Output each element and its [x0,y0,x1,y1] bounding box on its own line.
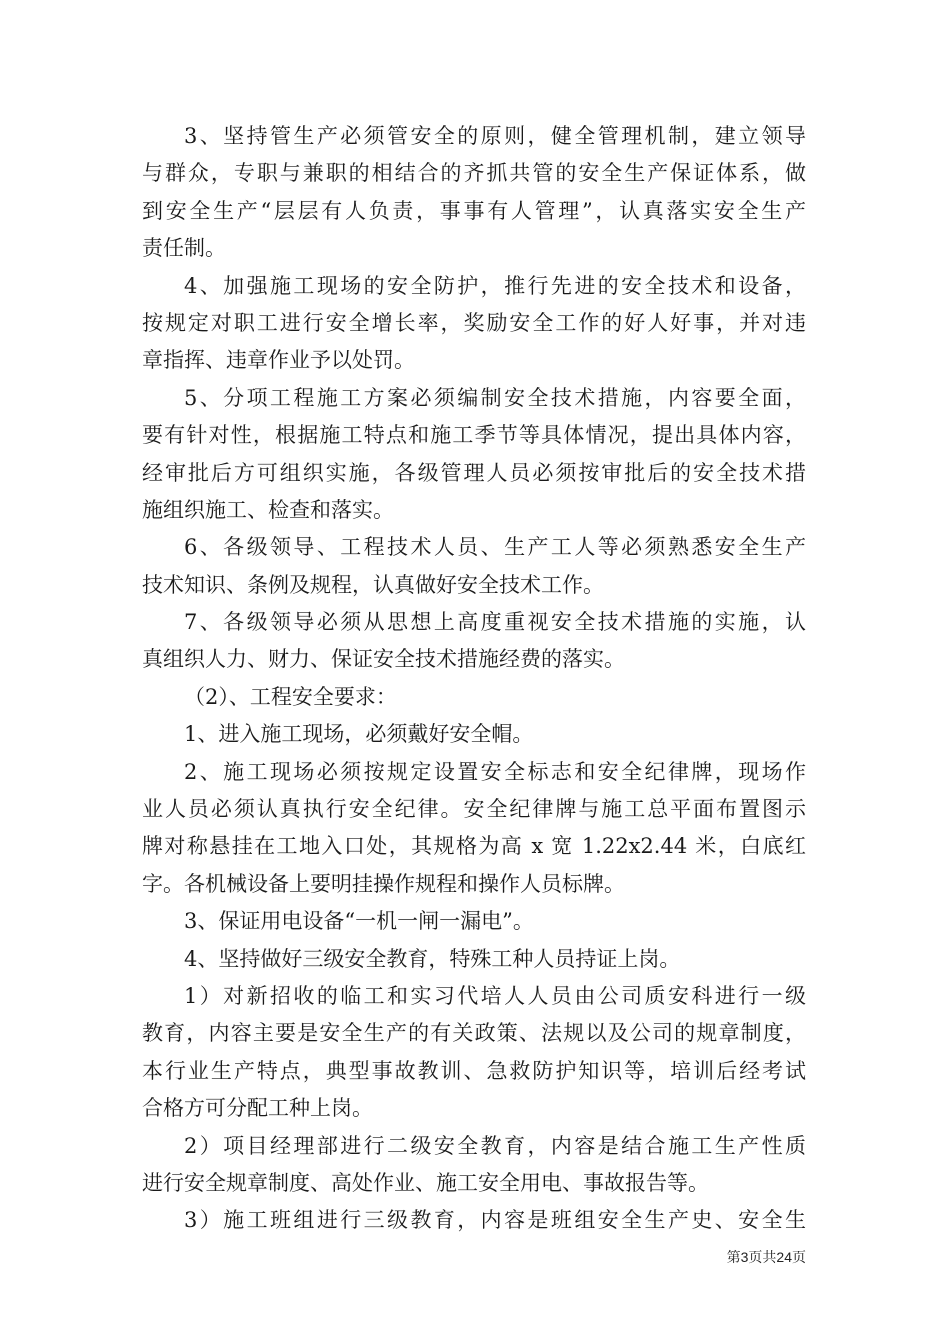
text-line: 3、保证用电设备“一机一闸一漏电”。 [184,909,534,934]
paragraph [142,978,806,1128]
text-line: 4、坚持做好三级安全教育，特殊工种人员持证上岗。 [184,946,681,971]
text-line: 3、坚持管生产必须管安全的原则，健全管理机制，建立领导 [184,124,806,148]
text-line: 到安全生产“层层有人负责，事事有人管理”，认真落实安全生产 [142,198,806,223]
document-body [142,118,806,1240]
paragraph [142,679,806,716]
text-line: 1）对新招收的临工和实习代培人人员由公司质安科进行一级 [184,983,806,1008]
text-line: 3）施工班组进行三级教育，内容是班组安全生产史、安全生 [184,1208,806,1233]
text-line: 牌对称悬挂在工地入口处，其规格为高 x 宽 1.22x2.44 米，白底红 [142,834,806,859]
text-line: 进行安全规章制度、高处作业、施工安全用电、事故报告等。 [142,1170,709,1195]
text-line: 合格方可分配工种上岗。 [142,1096,373,1121]
text-line: 字。各机械设备上要明挂操作规程和操作人员标牌。 [142,871,625,896]
text-line: 7、各级领导必须从思想上高度重视安全技术措施的实施，认 [184,610,806,635]
paragraph [142,903,806,940]
text-line: 章指挥、违章作业予以处罚。 [142,348,415,373]
text-line: 1、进入施工现场，必须戴好安全帽。 [184,722,534,747]
page-number: 第3页共24页 [726,1249,806,1265]
text-line: 施组织施工、检查和落实。 [142,497,394,522]
text-line: 按规定对职工进行安全增长率，奖励安全工作的好人好事，并对违 [142,310,806,335]
paragraph [142,268,806,380]
paragraph [142,529,806,604]
paragraph [142,118,806,268]
paragraph [142,941,806,978]
paragraph [142,754,806,904]
paragraph [142,1202,806,1239]
text-line: 4、加强施工现场的安全防护，推行先进的安全技术和设备， [184,273,806,298]
text-line: 要有针对性，根据施工特点和施工季节等具体情况，提出具体内容， [142,423,806,448]
paragraph [142,716,806,753]
text-line: 真组织人力、财力、保证安全技术措施经费的落实。 [142,647,625,672]
text-line: 经审批后方可组织实施，各级管理人员必须按审批后的安全技术措 [142,460,806,485]
text-line: （2）、工程安全要求： [184,684,397,709]
text-line: 责任制。 [142,236,226,261]
paragraph [142,380,806,530]
text-line: 技术知识、条例及规程，认真做好安全技术工作。 [142,572,604,597]
text-line: 6、各级领导、工程技术人员、生产工人等必须熟悉安全生产 [184,535,806,560]
text-line: 5、分项工程施工方案必须编制安全技术措施，内容要全面， [184,385,806,410]
text-line: 教育，内容主要是安全生产的有关政策、法规以及公司的规章制度， [142,1021,806,1046]
text-line: 与群众，专职与兼职的相结合的齐抓共管的安全生产保证体系，做 [142,161,806,186]
text-line: 本行业生产特点，典型事故教训、急救防护知识等，培训后经考试 [142,1058,806,1083]
text-line: 2）项目经理部进行二级安全教育，内容是结合施工生产性质 [184,1133,806,1158]
text-line: 业人员必须认真执行安全纪律。安全纪律牌与施工总平面布置图示 [142,797,806,822]
paragraph [142,604,806,679]
paragraph [142,1128,806,1203]
text-line: 2、施工现场必须按规定设置安全标志和安全纪律牌，现场作 [184,759,806,784]
